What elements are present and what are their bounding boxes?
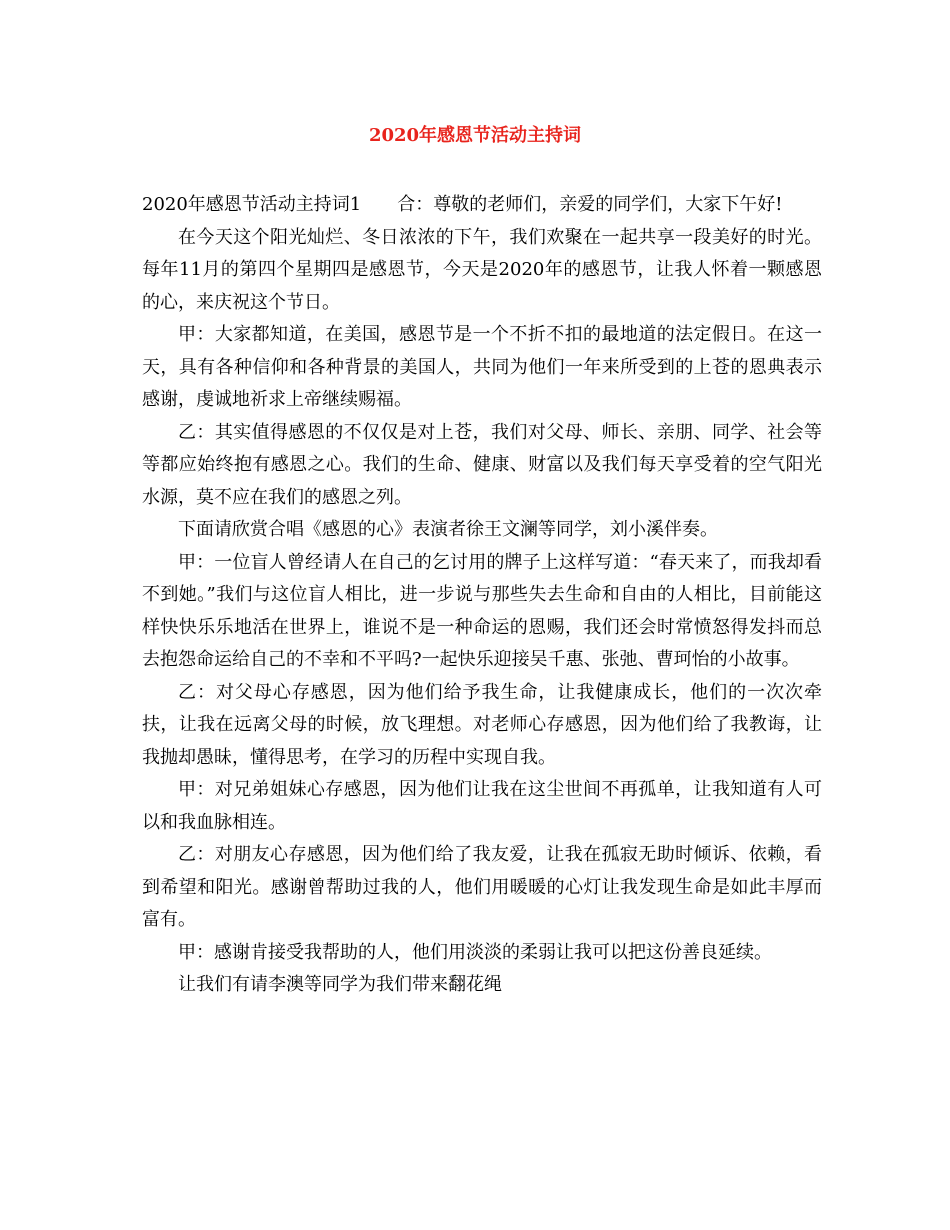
paragraph: 乙：其实值得感恩的不仅仅是对上苍，我们对父母、师长、亲朋、同学、社会等等都应始终抱有感恩之心。我们的生命、健康、财富以及我们每天享受着的空气阳光水源，莫不应在我们的感恩之列。 [142, 421, 822, 508]
document-title: 2020年感恩节活动主持词 [368, 125, 582, 146]
paragraph: 乙：对父母心存感恩，因为他们给予我生命，让我健康成长，他们的一次次牵扶，让我在远离父母的时候，放飞理想。对老师心存感恩，因为他们给了我教诲，让我抛却愚昧，懂得思考，在学习的历程中实现自我。 [142, 681, 822, 768]
paragraph: 甲：感谢肯接受我帮助的人，他们用淡淡的柔弱让我可以把这份善良延续。 [178, 941, 772, 963]
paragraph: 乙：对朋友心存感恩，因为他们给了我友爱，让我在孤寂无助时倾诉、依赖，看到希望和阳光。感谢曾帮助过我的人，他们用暖暖的心灯让我发现生命是如此丰厚而富有。 [142, 844, 822, 930]
paragraph: 让我们有请李澳等同学为我们带来翻花绳 [178, 974, 502, 995]
paragraph: 在今天这个阳光灿烂、冬日浓浓的下午，我们欢聚在一起共享一段美好的时光。每年11月的第四个星期四是感恩节，今天是2020年的感恩节，让我人怀着一颗感恩的心，来庆祝这个节日。 [142, 226, 822, 313]
first-line [142, 189, 822, 222]
paragraph: 甲：一位盲人曾经请人在自己的乞讨用的牌子上这样写道：“春天来了，而我却看不到她。”我们与这位盲人相比，进一步说与那些失去生命和自由的人相比，目前能这样快快乐乐地活在世界上，谁说不是一种命运的恩赐，我们还会时常愤怒得发抖而总去抱怨命运给自己的不幸和不平吗?一起快乐迎接吴千惠、张弛、曹珂怡的小故事。 [142, 551, 822, 670]
document-body [142, 189, 822, 1002]
paragraph: 下面请欣赏合唱《感恩的心》表演者徐王文澜等同学，刘小溪伴奏。 [178, 519, 718, 540]
opening-greeting: 合：尊敬的老师们，亲爱的同学们，大家下午好! [397, 194, 783, 215]
paragraph: 甲：大家都知道，在美国，感恩节是一个不折不扣的最地道的法定假日。在这一天，具有各种信仰和各种背景的美国人，共同为他们一年来所受到的上苍的恩典表示感谢，虔诚地祈求上帝继续赐福。 [142, 324, 822, 410]
section-heading: 2020年感恩节活动主持词1 [142, 194, 362, 215]
paragraph: 甲：对兄弟姐妹心存感恩，因为他们让我在这尘世间不再孤单，让我知道有人可以和我血脉相连。 [142, 779, 822, 833]
